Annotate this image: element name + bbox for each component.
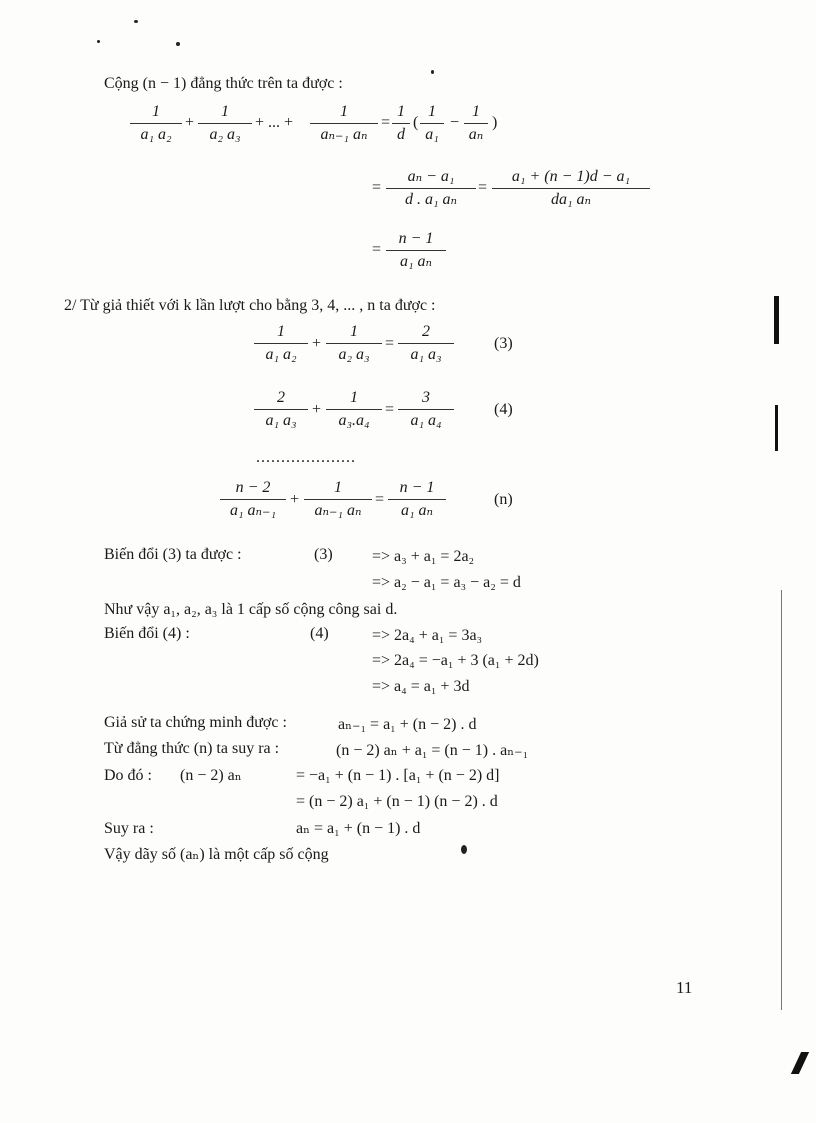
bien-doi-3-result-1: => a₃ + a₁ = 2a₂ [372, 548, 475, 565]
numerator: 1 [472, 103, 480, 120]
numerator: 1 [350, 323, 358, 340]
denominator: a₁ a₃ [265, 412, 297, 429]
denominator: aₙ₋₁ aₙ [320, 126, 368, 143]
numerator: 1 [334, 479, 342, 496]
plus-sign: + [312, 335, 322, 352]
equals-sign: = [372, 179, 382, 196]
sys-4-mid-fraction [326, 388, 382, 431]
fraction-expanded [492, 167, 650, 210]
numerator: 1 [221, 103, 229, 120]
numerator: 1 [340, 103, 348, 120]
scan-edge-mark [781, 590, 782, 1010]
denominator: d . a₁ aₙ [404, 191, 458, 208]
sys-4-right-fraction [398, 388, 454, 431]
suy-ra-result: aₙ = a₁ + (n − 1) . d [296, 820, 421, 837]
sys-3-right-fraction [398, 322, 454, 365]
intro-line-1: Cộng (n − 1) đẳng thức trên ta được : [104, 75, 343, 92]
do-do-lhs: (n − 2) aₙ [180, 767, 242, 784]
denominator: a₁ aₙ [399, 253, 433, 270]
numerator: 1 [350, 389, 358, 406]
denominator: d [397, 126, 405, 143]
plus-sign: + [312, 401, 322, 418]
numerator: 3 [422, 389, 430, 406]
bien-doi-4-result-3: => a₄ = a₁ + 3d [372, 678, 470, 695]
scan-edge-mark [775, 405, 778, 451]
numerator: 1 [152, 103, 160, 120]
denominator: a₁ a₂ [140, 126, 172, 143]
denominator: a₃.a₄ [338, 412, 370, 429]
bien-doi-4-result-2: => 2a₄ = −a₁ + 3 (a₁ + 2d) [372, 652, 539, 669]
equals-sign: = [385, 335, 395, 352]
denominator: a₁ aₙ₋₁ [229, 502, 277, 519]
sys-n-left-fraction [220, 478, 286, 521]
denominator: aₙ₋₁ aₙ [314, 502, 362, 519]
fraction-an-minus-a1 [386, 167, 476, 210]
denominator: a₁ a₄ [410, 412, 442, 429]
fraction-1-an-1an [310, 102, 378, 145]
scan-speck [461, 845, 467, 854]
equation-tag-n: (n) [494, 491, 513, 508]
do-do-result-1: = −a₁ + (n − 1) . [a₁ + (n − 2) d] [296, 767, 500, 784]
scan-speck [176, 42, 180, 46]
bien-doi-3-result-2: => a₂ − a₁ = a₃ − a₂ = d [372, 574, 521, 591]
fraction-1-an [464, 102, 488, 145]
bien-doi-3-label: Biến đổi (3) ta được : [104, 546, 242, 563]
continuation-dots: .................... [256, 449, 356, 466]
conclusion-line: Vậy dãy số (aₙ) là một cấp số cộng [104, 846, 329, 863]
numerator: 1 [397, 103, 405, 120]
sys-3-left-fraction [254, 322, 308, 365]
suy-ra-label: Suy ra : [104, 820, 154, 837]
equation-tag-3: (3) [494, 335, 513, 352]
plus-sign: + [290, 491, 300, 508]
equals-sign: = [478, 179, 488, 196]
equation-tag-4: (4) [494, 401, 513, 418]
intro-line-2: 2/ Từ giả thiết với k lần lượt cho bằng 3, 4, ... , n ta được : [64, 297, 436, 314]
page-number: 11 [676, 978, 693, 997]
bien-doi-4-tag: (4) [310, 625, 329, 642]
left-paren: ( [413, 114, 419, 131]
scan-speck [431, 70, 434, 74]
numerator: 1 [428, 103, 436, 120]
do-do-label: Do đó : [104, 767, 152, 784]
numerator: 2 [277, 389, 285, 406]
denominator: a₁ aₙ [400, 502, 434, 519]
equals-sign: = [381, 114, 391, 131]
denominator: a₁ a₃ [410, 346, 442, 363]
gia-su-label: Giả sử ta chứng minh được : [104, 714, 287, 731]
numerator: a₁ + (n − 1)d − a₁ [511, 168, 631, 185]
fraction-1-a1 [420, 102, 444, 145]
tu-dang-thuc-label: Từ đẳng thức (n) ta suy ra : [104, 740, 280, 757]
numerator: aₙ − a₁ [407, 168, 455, 185]
bien-doi-3-tag: (3) [314, 546, 333, 563]
numerator: 2 [422, 323, 430, 340]
sys-n-right-fraction [388, 478, 446, 521]
sys-4-left-fraction [254, 388, 308, 431]
denominator: aₙ [468, 126, 484, 143]
plus-sign: + [185, 114, 195, 131]
bien-doi-4-label: Biến đổi (4) : [104, 625, 190, 642]
numerator: n − 1 [398, 230, 434, 247]
ellipsis-sum: + ... + [255, 114, 294, 131]
sys-n-mid-fraction [304, 478, 372, 521]
denominator: da₁ aₙ [550, 191, 592, 208]
numerator: 1 [277, 323, 285, 340]
right-paren: ) [492, 114, 498, 131]
tu-dang-thuc-result: (n − 2) aₙ + a₁ = (n − 1) . aₙ₋₁ [336, 742, 529, 759]
scan-speck [134, 20, 138, 23]
fraction-result [386, 229, 446, 272]
scan-edge-mark [791, 1052, 809, 1074]
denominator: a₂ a₃ [338, 346, 370, 363]
do-do-result-2: = (n − 2) a₁ + (n − 1) (n − 2) . d [296, 793, 498, 810]
fraction-1-d [392, 102, 410, 145]
scan-speck [97, 40, 100, 43]
minus-sign: − [450, 114, 460, 131]
denominator: a₁ a₂ [265, 346, 297, 363]
bien-doi-4-result-1: => 2a₄ + a₁ = 3a₃ [372, 627, 483, 644]
equals-sign: = [385, 401, 395, 418]
gia-su-result: aₙ₋₁ = a₁ + (n − 2) . d [338, 716, 477, 733]
sys-3-mid-fraction [326, 322, 382, 365]
fraction-1-a2a3 [198, 102, 252, 145]
denominator: a₂ a₃ [209, 126, 241, 143]
scan-edge-mark [774, 296, 779, 344]
equals-sign: = [375, 491, 385, 508]
numerator: n − 2 [235, 479, 271, 496]
equals-sign: = [372, 241, 382, 258]
fraction-1-a1a2 [130, 102, 182, 145]
numerator: n − 1 [399, 479, 435, 496]
nhu-vay-line: Như vậy a₁, a₂, a₃ là 1 cấp số cộng công sai d. [104, 601, 398, 618]
denominator: a₁ [425, 126, 439, 143]
